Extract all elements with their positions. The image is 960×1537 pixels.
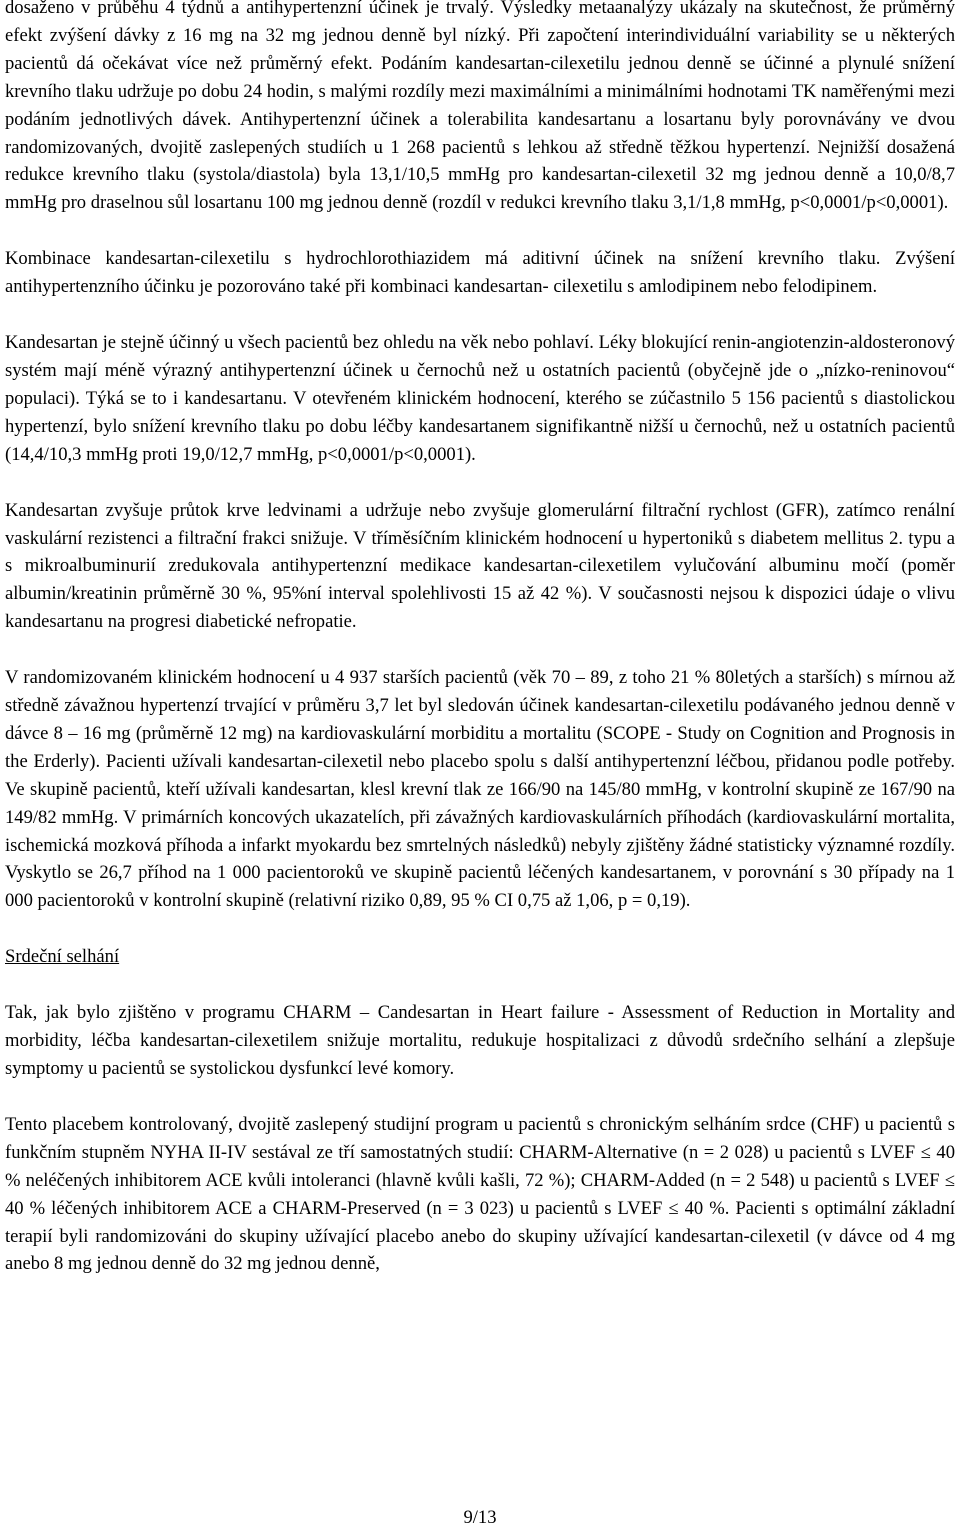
section-heading-heart-failure: Srdeční selhání xyxy=(5,946,120,968)
paragraph-renal-effects: Kandesartan zvyšuje průtok krve ledvinami a udržuje nebo zvyšuje glomerulární filtrační rychlost (GFR), zatímco renální vaskulární rezistenci a filtrační frakci snižuje. V tříměsíčním klinickém hodnocení u hypertoniků s diabetem mellitus 2. typu a s mikroalbuminurií zredukovala antihypertenzní medikace kandesartan-cilexetilem vylučování albuminu močí (poměr albumin/kreatinin průměrně 30 %, 95%ní interval spolehlivosti 15 až 42 %). V současnosti nejsou k dispozici údaje o vlivu kandesartanu na progresi diabetické nefropatie. xyxy=(5,499,955,633)
paragraph-scope-study: V randomizovaném klinickém hodnocení u 4 937 starších pacientů (věk 70 – 89, z toho 21 % 80letých a starších) s mírnou až středně závažnou hypertenzí trvající v průměru 3,7 let byl sledován účinek kandesartan-cilexetilu podávaného jednou denně v dávce 8 – 16 mg (průměrně 12 mg) na kardiovaskulární morbiditu a mortalitu (SCOPE - Study on Cognition and Prognosis in the Erderly). Pacienti užívali kandesartan-cilexetil nebo placebo spolu s další antihypertenzní léčbou, přidanou podle potřeby. Ve skupině pacientů, kteří užívali kandesartan, klesl krevní tlak ze 166/90 na 145/80 mmHg, v kontrolní skupině ze 167/90 na 149/82 mmHg. V primárních koncových ukazatelích, při závažných kardiovaskulárních příhodách (kardiovaskulární mortalita, ischemická mozková příhoda a infarkt myokardu bez smrtelných následků) nebyly zjištěny žádné statisticky významné rozdíly. Vyskytlo se 26,7 příhod na 1 000 pacientoroků ve skupině pacientů léčených kandesartanem, v porovnání s 30 případy na 1 000 pacientoroků v kontrolní skupině (relativní riziko 0,89, 95 % CI 0,75 až 1,06, p = 0,19). xyxy=(5,667,955,912)
paragraph-combination-therapy: Kombinace kandesartan-cilexetilu s hydrochlorothiazidem má aditivní účinek na snížení krevního tlaku. Zvýšení antihypertenzního účinku je pozorováno také při kombinaci kandesartan- cilexetilu s amlodipinem nebo felodipinem. xyxy=(5,248,955,298)
paragraph-blood-pressure-effect: dosaženo v průběhu 4 týdnů a antihypertenzní účinek je trvalý. Výsledky metaanalýzy ukázaly na skutečnost, že průměrný efekt zvýšení dávky z 16 mg na 32 mg jednou denně byl nízký. Při započtení interindividuální variability se u některých pacientů dá očekávat více než průměrný efekt. Podáním kandesartan-cilexetilu jednou denně se účinné a plynulé snížení krevního tlaku udržuje po dobu 24 hodin, s malými rozdíly mezi maximálními a minimálními hodnotami TK naměřenými mezi podáním jednotlivých dávek. Antihypertenzní účinek a tolerabilita kandesartanu a losartanu byly porovnávány ve dvou randomizovaných, dvojitě zaslepených studiích u 1 268 pacientů s lehkou až středně těžkou hypertenzí. Nejnižší dosažená redukce krevního tlaku (systola/diastola) byla 13,1/10,5 mmHg pro kandesartan-cilexetil 32 mg jednou denně a 10,0/8,7 mmHg pro draselnou sůl losartanu 100 mg jednou denně (rozdíl v redukci krevního tlaku 3,1/1,8 mmHg, p<0,0001/p<0,0001). xyxy=(5,0,955,214)
page-number: 9/13 xyxy=(463,1507,497,1528)
paragraph-age-gender-ethnicity: Kandesartan je stejně účinný u všech pacientů bez ohledu na věk nebo pohlaví. Léky blokující renin-angiotenzin-aldosteronový systém mají méně výrazný antihypertenzní účinek u černochů než u ostatních pacientů (obyčejně jde o „nízko-reninovou“ populaci). Týká se to i kandesartanu. V otevřeném klinickém hodnocení, kterého se zúčastnilo 5 156 pacientů s diastolickou hypertenzí, bylo snížení krevního tlaku po dobu léčby kandesartanem signifikantně nižší u černochů, než u ostatních pacientů (14,4/10,3 mmHg proti 19,0/12,7 mmHg, p<0,0001/p<0,0001). xyxy=(5,332,955,465)
paragraph-charm-program: Tak, jak bylo zjištěno v programu CHARM – Candesartan in Heart failure - Assessment of Reduction in Mortality and morbidity, léčba kandesartan-cilexetilem snižuje mortalitu, redukuje hospitalizaci z důvodů srdečního selhání a zlepšuje symptomy u pacientů se systolickou dysfunkcí levé komory. xyxy=(5,1002,955,1079)
document-page xyxy=(5,0,955,1278)
paragraph-charm-design: Tento placebem kontrolovaný, dvojitě zaslepený studijní program u pacientů s chronickým selháním srdce (CHF) u pacientů s funkčním stupněm NYHA II-IV sestával ze tří samostatných studií: CHARM-Alternative (n = 2 028) u pacientů s LVEF ≤ 40 % neléčených inhibitorem ACE kvůli intoleranci (hlavně kvůli kašli, 72 %); CHARM-Added (n = 2 548) u pacientů s LVEF ≤ 40 % léčených inhibitorem ACE a CHARM-Preserved (n = 3 023) u pacientů s LVEF ≤ 40 %. Pacienti s optimální základní terapií byli randomizováni do skupiny užívající placebo anebo do skupiny užívající kandesartan-cilexetil (v dávce od 4 mg anebo 8 mg jednou denně do 32 mg jednou denně, xyxy=(5,1113,955,1275)
